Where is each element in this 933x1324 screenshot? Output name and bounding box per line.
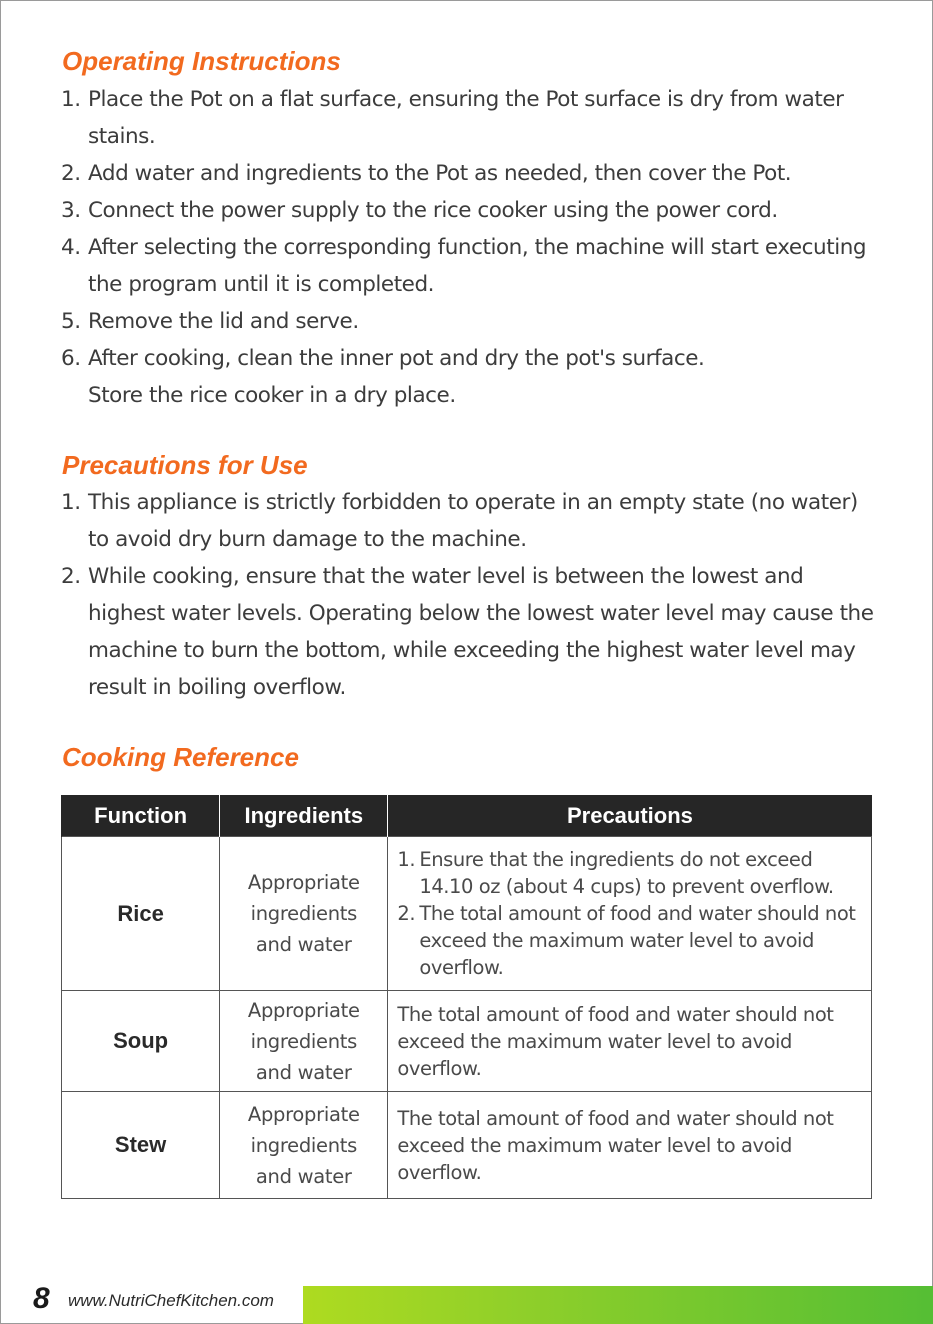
header-precautions: Precautions: [388, 795, 872, 837]
operating-instructions-list: [61, 81, 881, 414]
cooking-reference-heading: Cooking Reference: [62, 742, 299, 772]
list-item: 2. Add water and ingredients to the Pot as needed, then cover the Pot.: [61, 161, 792, 186]
footer-green-bar: [303, 1286, 933, 1324]
ingredients-cell: Appropriate ingredients and water: [220, 837, 388, 991]
function-cell: Rice: [62, 837, 220, 991]
precautions-list: [397, 846, 865, 981]
function-cell: Soup: [62, 991, 220, 1092]
table-header-row: [62, 795, 872, 837]
precautions-list: [61, 484, 881, 706]
ingredients-cell: Appropriate ingredients and water: [220, 1092, 388, 1199]
cooking-reference-table: [61, 795, 872, 1199]
precautions-cell: The total amount of food and water should not exceed the maximum water level to avoid overflow.: [388, 991, 872, 1092]
operating-instructions-heading: Operating Instructions: [62, 46, 341, 76]
list-item: 4. After selecting the corresponding function, the machine will start executing the program until it is completed.: [61, 235, 867, 297]
list-item: 2. The total amount of food and water should not exceed the maximum water level to avoid overflow.: [397, 902, 856, 979]
list-item: 1. This appliance is strictly forbidden to operate in an empty state (no water) to avoid dry burn damage to the machine.: [61, 490, 858, 552]
list-item: 3. Connect the power supply to the rice cooker using the power cord.: [61, 198, 778, 223]
list-item: 5. Remove the lid and serve.: [61, 309, 359, 334]
header-function: Function: [62, 795, 220, 837]
page-number: 8: [33, 1282, 50, 1315]
list-item: 1. Place the Pot on a flat surface, ensuring the Pot surface is dry from water stains.: [61, 87, 844, 149]
function-cell: Stew: [62, 1092, 220, 1199]
ingredients-cell: Appropriate ingredients and water: [220, 991, 388, 1092]
list-item: 6. After cooking, clean the inner pot and dry the pot's surface. Store the rice cooker in a dry place.: [61, 346, 705, 408]
list-item: 1. Ensure that the ingredients do not exceed 14.10 oz (about 4 cups) to prevent overflow.: [397, 848, 834, 898]
list-item: 2. While cooking, ensure that the water level is between the lowest and highest water levels. Operating below the lowest water level may cause the machine to burn the bottom, while exceeding the highest water level may result in boiling overflow.: [61, 564, 874, 700]
table-row: [62, 1092, 872, 1199]
table-row: [62, 837, 872, 991]
table-row: [62, 991, 872, 1092]
footer-url: www.NutriChefKitchen.com: [68, 1291, 274, 1310]
precautions-heading: Precautions for Use: [62, 450, 308, 480]
header-ingredients: Ingredients: [220, 795, 388, 837]
precautions-cell: [388, 837, 872, 991]
precautions-cell: The total amount of food and water should not exceed the maximum water level to avoid overflow.: [388, 1092, 872, 1199]
